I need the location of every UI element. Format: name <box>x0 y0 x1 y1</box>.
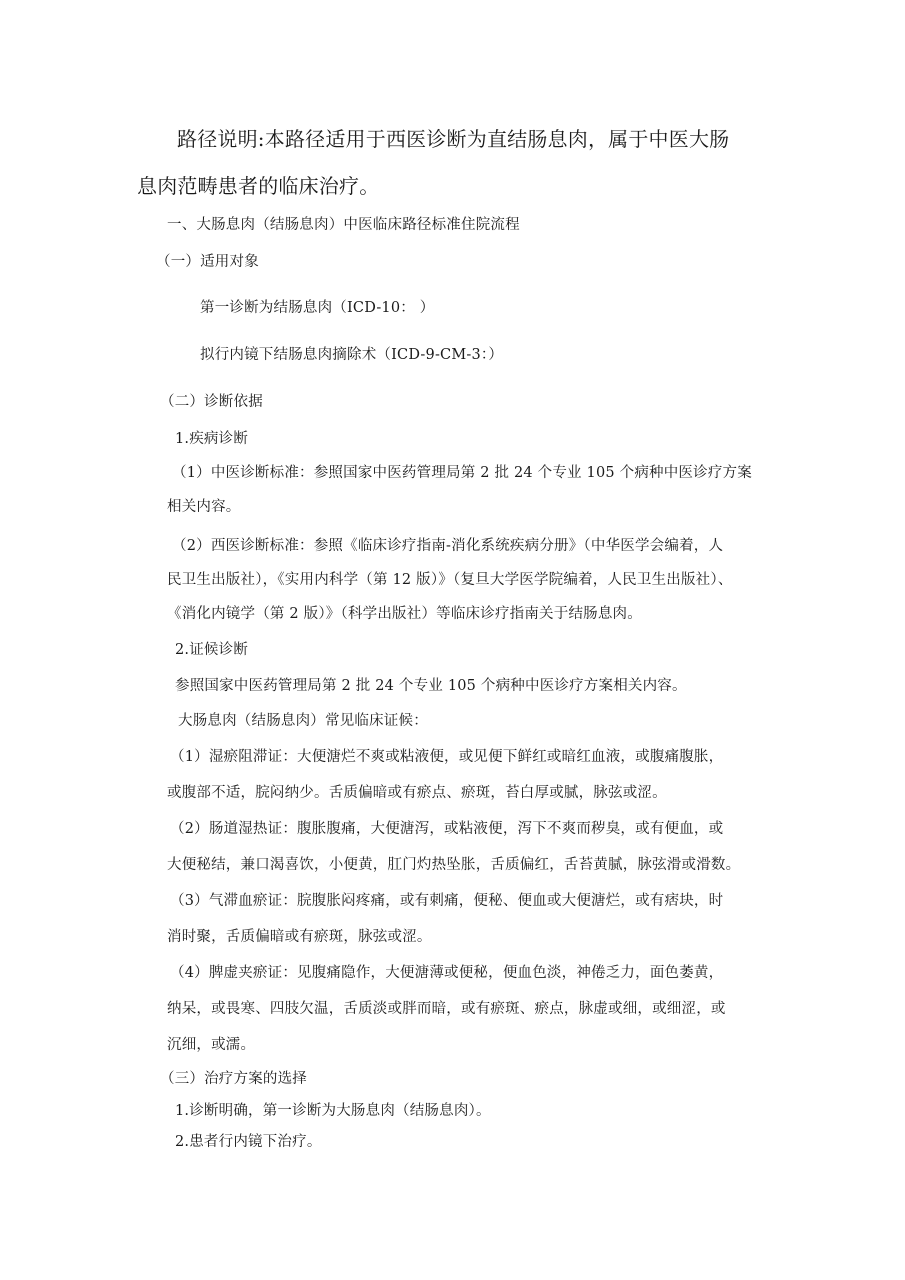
tcm-criteria-line-1: （1）中医诊断标准：参照国家中医药管理局第 2 批 24 个专业 105 个病种中医诊疗方案 <box>172 465 752 481</box>
syndrome-3-line-2: 消时聚，舌质偏暗或有瘀斑，脉弦或涩。 <box>167 929 432 945</box>
syndrome-diagnosis-title: 2.证候诊断 <box>175 642 249 658</box>
intro-line-2: 息肉范畴患者的临床治疗。 <box>137 174 380 198</box>
subsection-1-title: （一）适用对象 <box>156 254 259 270</box>
syndrome-4-line-2: 纳呆，或畏寒、四肢欠温，舌质淡或胖而暗，或有瘀斑、瘀点，脉虚或细，或细涩，或 <box>167 1001 726 1017</box>
syndrome-4-line-3: 沉细，或濡。 <box>167 1037 256 1053</box>
syndrome-3-line-1: （3）气滞血瘀证：脘腹胀闷疼痛，或有刺痛，便秘、便血或大便溏烂，或有痞块，时 <box>170 893 724 909</box>
subsection-3-item-2: 2.患者行内镜下治疗。 <box>175 1134 322 1150</box>
subsection-2-title: （二）诊断依据 <box>160 394 263 410</box>
wm-criteria-line-2: 民卫生出版社），《实用内科学（第 12 版）》（复旦大学医学院编着，人民卫生出版社）、 <box>167 572 733 588</box>
disease-diagnosis-title: 1.疾病诊断 <box>175 431 249 447</box>
wm-criteria-line-3: 《消化内镜学（第 2 版）》（科学出版社）等临床诊疗指南关于结肠息肉。 <box>167 606 642 622</box>
syndrome-2-line-2: 大便秘结，兼口渴喜饮，小便黄，肛门灼热坠胀，舌质偏红，舌苔黄腻，脉弦滑或滑数。 <box>167 857 741 873</box>
section-1-title: 一、大肠息肉（结肠息肉）中医临床路径标准住院流程 <box>167 217 520 233</box>
syndrome-reference: 参照国家中医药管理局第 2 批 24 个专业 105 个病种中医诊疗方案相关内容。 <box>175 678 687 694</box>
syndrome-1-line-2: 或腹部不适，脘闷纳少。舌质偏暗或有瘀点、瘀斑，苔白厚或腻，脉弦或涩。 <box>167 785 667 801</box>
syndrome-2-line-1: （2）肠道湿热证：腹胀腹痛，大便溏泻，或粘液便，泻下不爽而秽臭，或有便血，或 <box>170 821 724 837</box>
wm-criteria-line-1: （2）西医诊断标准：参照《临床诊疗指南-消化系统疾病分册》（中华医学会编着，人 <box>172 538 724 554</box>
tcm-criteria-line-2: 相关内容。 <box>167 499 241 515</box>
subsection-3-item-1: 1.诊断明确，第一诊断为大肠息肉（结肠息肉）。 <box>175 1103 491 1119</box>
subsection-3-title: （三）治疗方案的选择 <box>160 1071 307 1087</box>
syndrome-common-title: 大肠息肉（结肠息肉）常见临床证候： <box>178 713 428 729</box>
syndrome-1-line-1: （1）湿瘀阻滞证：大便溏烂不爽或粘液便，或见便下鲜红或暗红血液，或腹痛腹胀， <box>170 749 724 765</box>
subsection-1-item-1: 第一诊断为结肠息肉（ICD-10： ） <box>200 300 435 316</box>
syndrome-4-line-1: （4）脾虚夹瘀证：见腹痛隐作，大便溏薄或便秘，便血色淡，神倦乏力，面色萎黄， <box>170 965 724 981</box>
intro-line-1: 路径说明:本路径适用于西医诊断为直结肠息肉，属于中医大肠 <box>177 127 730 151</box>
subsection-1-item-2: 拟行内镜下结肠息肉摘除术（ICD-9-CM-3：） <box>200 347 504 363</box>
